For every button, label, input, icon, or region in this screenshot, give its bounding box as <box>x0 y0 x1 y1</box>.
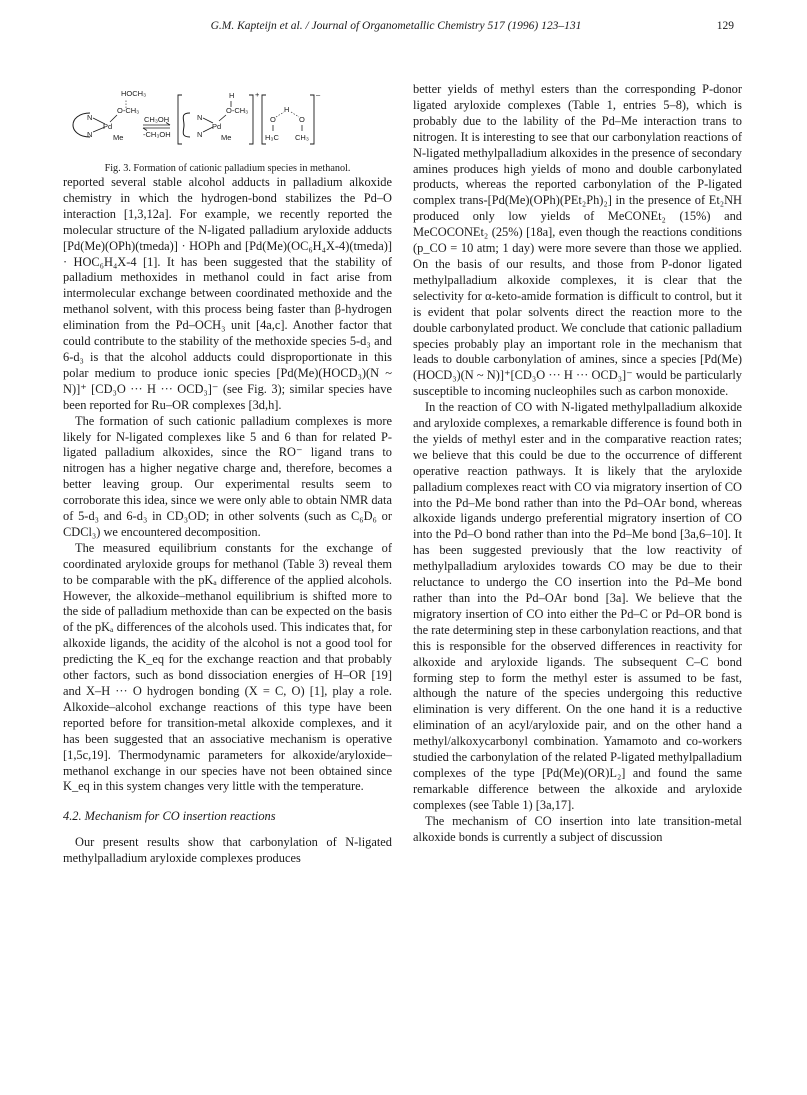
label-n1-cation: N <box>197 113 203 122</box>
label-n1: N <box>87 113 93 122</box>
bracket-cation-right <box>249 95 253 144</box>
label-me-cation: Me <box>221 133 232 142</box>
page-header <box>58 20 734 38</box>
label-o-left: O <box>270 115 276 124</box>
label-arrow-bottom: -CH₃OH <box>143 130 171 139</box>
label-plus: + <box>255 90 260 99</box>
bracket-anion-right <box>310 95 314 144</box>
right-paragraph-2: In the reaction of CO with N-ligated methylpalladium alkoxide and aryloxide complexes, a remarkable difference is found both in the yields of methyl ester and in the comparative reaction rates; we believe that this could be due to the occurrence of different operative reaction pathways. It is likely that the aryloxide palladium complexes react with CO via migratory insertion of CO into the Pd–Me bond rather than into the Pd–OAr bond, whereas alkoxide ligands undergo preferential migratory insertion of CO into the Pd–O bond rather than into the Pd–Me bond [3a,6–10]. It has been suggested previously that the low reactivity of methylpalladium aryloxides towards CO may be due to their reluctance to undergo the CO insertion into the Pd–Me bond rather than into the Pd–OAr bond [3a]. We believe that the migratory insertion of CO into either the Pd–C or Pd–OR bond is the rate determining step in these carbonylation reactions, and that this is responsible for the observed differences in reactivity for alkoxide and aryloxide ligands. The subsequent C–C bond forming step to form the methyl ester is assumed to be fast, although the nature of the species undergoing this reductive elimination is very different. On the one hand it is a reductive elimination of an acyl/aryloxide pair, and on the other hand a methyl/alkoxycarbonyl combination. Yamamoto and co-workers studied the carbonylation of the related P-ligated methylpalladium complexes of the type [Pd(Me)(OR)L₂] and found the same remarkable difference between the alkoxide and aryloxide complexes (see Table 1) [3a,17]. <box>413 400 742 812</box>
right-column <box>413 82 742 846</box>
reaction-scheme <box>63 82 392 160</box>
bracket-cation-left <box>178 95 182 144</box>
hbond-anion-left <box>276 112 284 117</box>
label-me: Me <box>113 133 124 142</box>
ligand-arc-right <box>183 113 190 137</box>
label-n2-cation: N <box>197 130 203 139</box>
label-n2: N <box>87 130 93 139</box>
label-h: H <box>229 91 235 100</box>
bond-pd-o-cation <box>219 115 226 121</box>
label-minus: – <box>316 90 321 99</box>
label-ch3: CH₃ <box>295 133 309 142</box>
figure-3 <box>63 82 392 160</box>
left-paragraph-3: The measured equilibrium constants for the exchange of coordinated aryloxide groups for methanol (Table 3) reveal them to be comparable with the pKₐ difference of the applied alcohols. However, the alkoxide–methanol equilibrium is shifted more to the side of palladium methoxide than can be expected on the basis of the pKₐ differences of the alcohols used. This indicates that, for alkoxide ligands, the acidity of the alcohol is not a good tool for predicting the K_eq for the exchange reaction and that probably other factors, such as bond dissociation energies of H–OR [19] and X–H ··· O hydrogen bonding (X = C, O) [1], play a role. Alkoxide–alcohol exchange reactions of this type have been reported before for transition-metal alkoxide complexes, and it has been suggested that an associative mechanism is operative [1,5c,19]. Thermodynamic parameters for alkoxide/aryloxide–methanol exchange in our species have not been obtained since K_eq in this system changes very little with the temperature. <box>63 540 392 794</box>
section-heading: 4.2. Mechanism for CO insertion reactions <box>63 809 276 824</box>
label-pd-cation: Pd <box>212 122 222 131</box>
bond-pd-o <box>110 115 117 122</box>
left-column <box>63 82 392 867</box>
hbond-anion-right <box>291 112 299 117</box>
left-paragraph-4: Our present results show that carbonylation of N-ligated methylpalladium aryloxide complexes produces <box>63 835 392 866</box>
right-paragraph-1: better yields of methyl esters than the corresponding P-donor ligated aryloxide complexes (Table 1, entries 5–8), which is probably due to the lability of the Pd–Me interaction trans to nitrogen. It is interesting to see that our carbonylation reactions of N-ligated methylpalladium alkoxides in the presence of secondary amines produces high yields of mono and double carbonylated products, whereas the reported carbonylation of the P-ligated complex trans-[Pd(Me)(OPh)(PEt₂Ph)₂] in the presence of Et₂NH produced only low yields of MeCONEt₂ (15%) and MeCOCONEt₂ (25%) [18a], even though the reactions conditions (p_CO = 10 atm; 1 day) were more severe than those we applied. On the basis of our results, and those from P-donor ligated methylpalladium alkoxide complexes, it is clear that the selectivity for α-keto-amide formation is difficult to control, but it is evident that polar solvents direct the reaction more to the double carbonylated product. We conclude that cationic palladium species probably play an important role in the mechanism that leads to double carbonylation of amines, since a species [Pd(Me)(HOCD₃)(N ~ N)]⁺[CD₃O ··· H ··· OCD₃]⁻ would be particularly susceptible to incoming nucleophiles such as carbon monoxide. <box>413 82 742 399</box>
right-paragraph-3: The mechanism of CO insertion into late transition-metal alkoxide bonds is currently a subject of discussion <box>413 813 742 844</box>
label-och3: O-CH₃ <box>117 106 140 115</box>
label-h3c: H₃C <box>265 133 279 142</box>
left-paragraph-2: The formation of such cationic palladium complexes is more likely for N-ligated complexes like 5 and 6 than for related P-ligated palladium alkoxides, since the RO⁻ ligand trans to nitrogen has a higher negative charge and, therefore, becomes a better leaving group. Our experimental results seem to corroborate this idea, since we were only able to obtain NMR data of 5-d₃ and 6-d₃ in CD₃OD; in other solvents (such as C₆D₆ or CDCl₃) we encountered decomposition. <box>63 413 392 539</box>
label-pd: Pd <box>103 122 113 131</box>
label-o-right: O <box>299 115 305 124</box>
label-arrow-top: CH₃OH <box>144 115 170 124</box>
left-paragraph-1: reported several stable alcohol adducts in palladium alkoxide chemistry in which the hydrogen-bond stabilizes the Pd–O interaction [1,3,12a]. For example, we recently reported the molecular structure of the N-ligated palladium aryloxide adducts [Pd(Me)(OPh)(tmeda)] · HOPh and [Pd(Me)(OC₆H₄X-4)(tmeda)] · HOC₆H₄X-4 [1]. It has been suggested that the stability of palladium methoxides in methanol could in fact arise from intermolecular exchange between coordinated methoxide and the methanol solvent, with this process being faster than β-hydrogen elimination from the Pd–OCH₃ unit [4a,c]. Another factor that could contribute to the stability of the methoxide species 5-d₃ and 6-d₃ is that the alcohol adducts could disproportionate in this polar medium to produce ionic species [Pd(Me)(HOCD₃)(N ~ N)]⁺ [CD₃O ··· H ··· OCD₃]⁻ (see Fig. 3); similar species have been reported for Ru–OR complexes [3d,h]. <box>63 175 392 412</box>
page-number: 129 <box>716 20 734 32</box>
figure-caption: Fig. 3. Formation of cationic palladium species in methanol. <box>104 163 351 174</box>
label-och3-cation: O-CH₃ <box>226 106 249 115</box>
label-hdots: H <box>284 105 290 114</box>
running-title: G.M. Kapteijn et al. / Journal of Organometallic Chemistry 517 (1996) 123–131 <box>210 20 582 32</box>
label-hoch3: HOCH₃ <box>121 89 147 98</box>
